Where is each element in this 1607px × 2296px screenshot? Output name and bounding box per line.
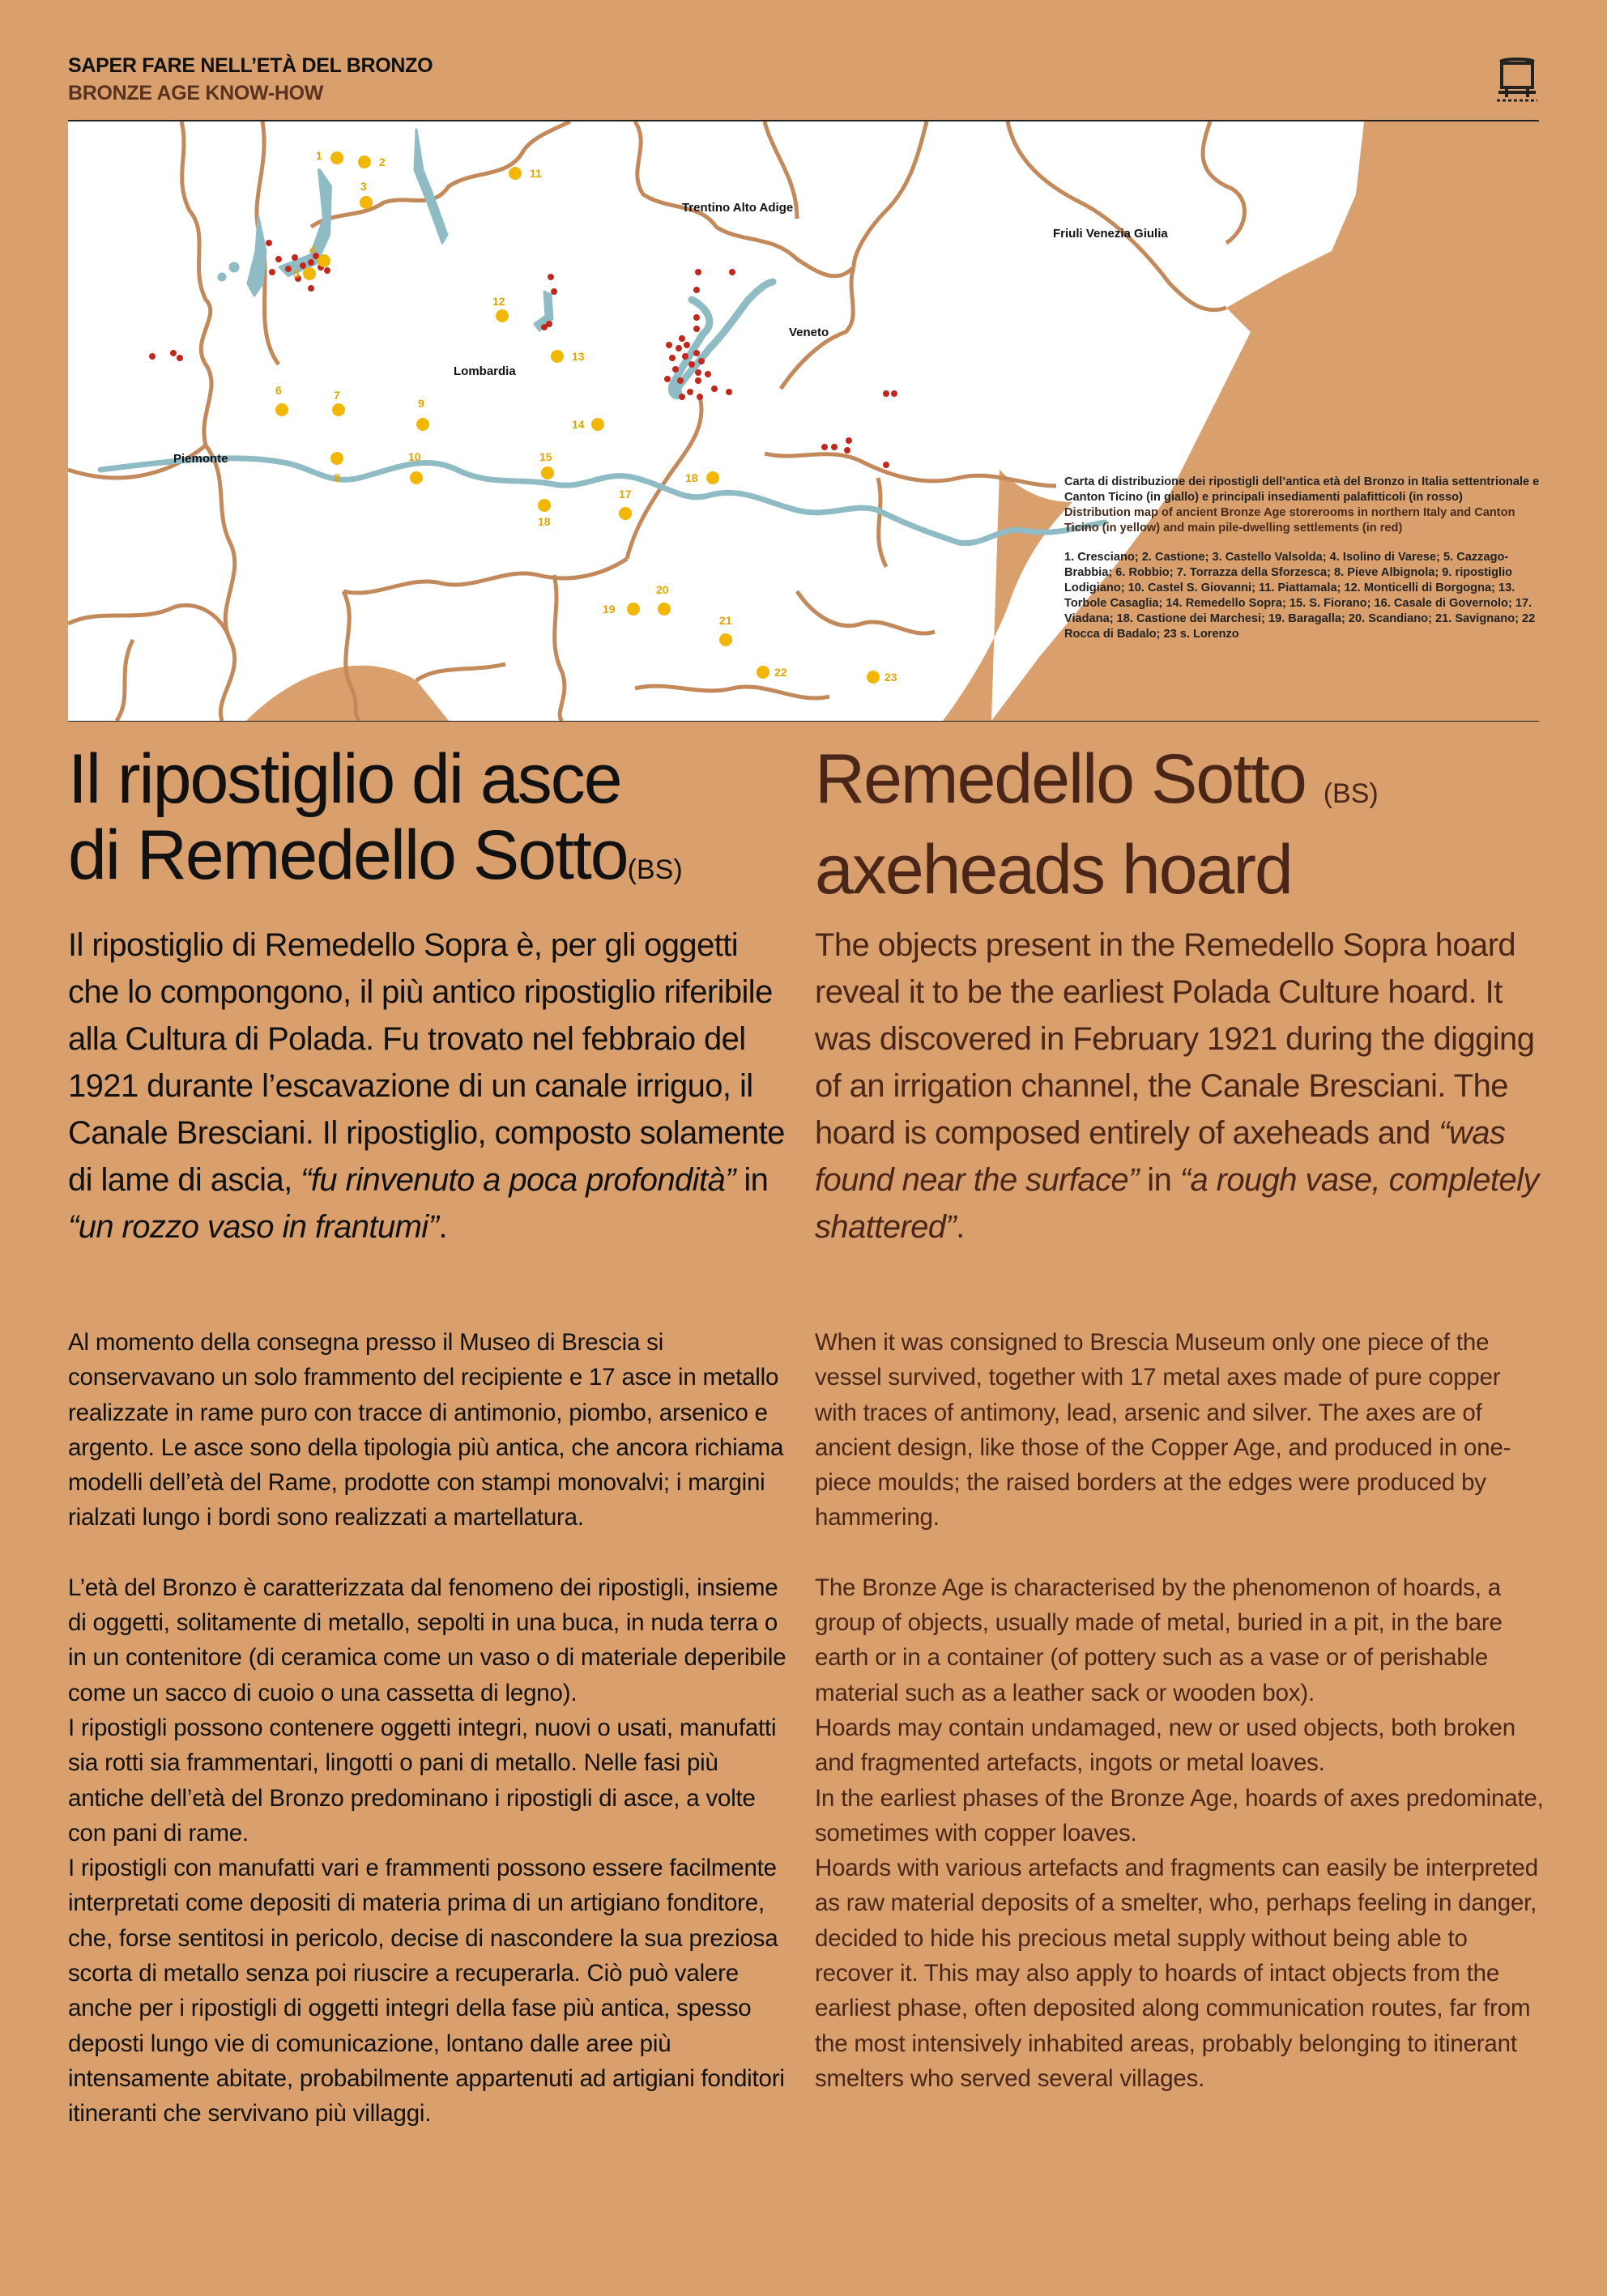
site-label-7: 7 <box>334 389 340 402</box>
header-title-en: BRONZE AGE KNOW-HOW <box>68 82 324 104</box>
title-en-line1: Remedello Sotto <box>815 740 1306 818</box>
site-label-22: 22 <box>774 666 787 679</box>
site-label-17: 17 <box>619 488 632 501</box>
map-legend <box>1064 475 1542 642</box>
site-label-3: 3 <box>360 180 367 193</box>
lead-en-text: The objects present in the Remedello Sopra hoard reveal it to be the earliest Polada Culture hoard. It was discovered in February 1921 during the digging of an irrigation channel, the Canale Bresciani. The hoard is composed entirely of axeheads and <box>815 927 1535 1151</box>
site-label-1: 1 <box>316 149 322 162</box>
lead-italian <box>68 922 797 1250</box>
map-region-friuli: Friuli Venezia Giulia <box>1053 227 1168 241</box>
title-en-line2: axeheads hoard <box>815 831 1292 909</box>
lead-en-end: . <box>956 1209 965 1245</box>
lead-english <box>815 922 1544 1250</box>
page-header <box>68 52 433 107</box>
body-en-para1: When it was consigned to Brescia Museum only one piece of the vessel survived, together with 17 metal axes made of pure copper with traces of antimony, lead, arsenic and silver. The axes are of ancient design, like those of the Copper Age, and produced in one-piece moulds; the raised borders at the edges were produced by hammering. <box>815 1329 1511 1531</box>
site-label-23: 23 <box>884 671 897 684</box>
body-english <box>815 1325 1544 2096</box>
site-label-11: 11 <box>530 167 542 180</box>
title-italian <box>68 741 797 908</box>
site-label-13: 13 <box>572 350 585 363</box>
lead-it-quote2: “un rozzo vaso in frantumi” <box>68 1209 439 1245</box>
body-italian <box>68 1325 797 2132</box>
site-label-12: 12 <box>492 295 505 308</box>
legend-caption-it: Carta di distribuzione dei ripostigli dell’antica età del Bronzo in Italia settentrionale e Canton Ticino (in giallo) e principali insediamenti palafitticoli (in rosso) <box>1064 475 1540 504</box>
map-region-piemonte: Piemonte <box>173 452 228 466</box>
site-label-5: 5 <box>293 267 300 280</box>
site-label-8: 8 <box>334 471 340 484</box>
lead-it-end: . <box>438 1209 447 1245</box>
site-label-15: 15 <box>539 450 552 463</box>
body-en-para2: The Bronze Age is characterised by the phenomenon of hoards, a group of objects, usually made of metal, buried in a pit, in the bare earth or in a container (of pottery such as a vase or of perishable material such as a leather sack or wooden box). Hoards may contain undamaged, new or used objects, both broken and fragmented artefacts, ingots or metal loaves. In the earliest phases of the Bronze Age, hoards of axes predominate, sometimes with copper loaves. Hoards with various artefacts and fragments can easily be interpreted as raw material deposits of a smelter, who, perhaps feeling in danger, decided to hide his precious metal supply without being able to recover it. This may also apply to hoards of intact objects from the earliest phase, often deposited along communication routes, far from the most intensively inhabited areas, probably belonging to itinerant smelters who served several villages. <box>815 1574 1544 2092</box>
lead-it-mid: in <box>735 1162 769 1198</box>
body-it-para1: Al momento della consegna presso il Museo di Brescia si conservavano un solo frammento del recipiente e 17 asce in metallo realizzate in rame puro con tracce di antimonio, piombo, arsenico e argento. Le asce sono della tipologia più antica, che ancora richiama modelli dell’età del Rame, prodotte con stampi monovalvi; i margini rialzati lungo i bordi sono realizzati a martellatura. <box>68 1329 784 1531</box>
map-region-lombardia: Lombardia <box>454 364 516 378</box>
header-title-it: SAPER FARE NELL’ETÀ DEL BRONZO <box>68 54 433 77</box>
site-label-14: 14 <box>572 418 585 431</box>
site-label-6: 6 <box>275 384 282 397</box>
legend-site-list: 1. Cresciano; 2. Castione; 3. Castello Valsolda; 4. Isolino di Varese; 5. Cazzago-Brabbia; 6. Robbio; 7. Torrazza della Sforzesca; 8. Pieve Albignola; 9. ripostiglio Lodigiano; 10. Castel S. Giovanni; 11. Piattamala; 12. Monticelli di Borgogna; 13. Torbole Casaglia; 14. Remedello Sopra; 15. S. Fiorano; 16. Casale di Governolo; 17. Viadana; 18. Castione dei Marchesi; 19. Baragalla; 20. Scandiano; 21. Savignano; 22 Rocca di Badalo; 23 s. Lorenzo <box>1064 551 1536 641</box>
title-english <box>815 741 1544 908</box>
site-label-10: 10 <box>408 450 421 463</box>
site-label-4: 4 <box>309 243 316 256</box>
legend-caption-en: Distribution map of ancient Bronze Age storerooms in northern Italy and Canton Ticino (in yellow) and main pile-dwelling settlements (in red) <box>1064 506 1515 535</box>
lead-en-mid: in <box>1138 1162 1180 1198</box>
title-en-tag: (BS) <box>1323 778 1379 809</box>
lead-en-quote2: “a rough vase, completely shattered” <box>815 1162 1539 1245</box>
hut-icon <box>1495 55 1539 102</box>
site-label-9: 9 <box>418 397 424 410</box>
site-label-18b: 18 <box>538 515 551 528</box>
site-label-2: 2 <box>379 155 386 168</box>
map-bottom-rule <box>68 721 1539 722</box>
title-it-line2: di Remedello Sotto <box>68 816 628 894</box>
site-label-18a: 18 <box>685 471 698 484</box>
map-region-veneto: Veneto <box>789 326 829 339</box>
title-it-tag: (BS) <box>627 854 683 885</box>
map-region-trentino: Trentino Alto Adige <box>682 201 794 215</box>
site-label-19: 19 <box>603 603 616 616</box>
lead-en-quote1: “was found near the surface” <box>815 1115 1506 1198</box>
site-label-21: 21 <box>719 614 732 627</box>
lead-it-quote1: “fu rinvenuto a poca profondità” <box>301 1162 735 1198</box>
title-it-line1: Il ripostiglio di asce <box>68 740 621 818</box>
lead-it-text: Il ripostiglio di Remedello Sopra è, per gli oggetti che lo compongono, il più antico ripostiglio riferibile alla Cultura di Polada. Fu trovato nel febbraio del 1921 durante l’escavazione di un canale irriguo, il Canale Bresciani. Il ripostiglio, composto solamente di lame di ascia, <box>68 927 785 1198</box>
site-label-20: 20 <box>656 583 669 596</box>
body-it-para2: L’età del Bronzo è caratterizzata dal fenomeno dei ripostigli, insieme di oggetti, solitamente di metallo, sepolti in una buca, in nuda terra o in un contenitore (di ceramica come un vaso o di materiale deperibile come un sacco di cuoio o una cassetta di legno). I ripostigli possono contenere oggetti integri, nuovi o usati, manufatti sia rotti sia frammentari, lingotti o pani di metallo. Nelle fasi più antiche dell’età del Bronzo predominano i ripostigli di asce, a volte con pani di rame. I ripostigli con manufatti vari e frammenti possono essere facilmente interpretati come depositi di materia prima di un artigiano fonditore, che, forse sentitosi in pericolo, decise di nascondere la sua preziosa scorta di metallo senza poi riuscire a recuperarla. Ciò può valere anche per i ripostigli di oggetti integri della fase più antica, spesso deposti lungo vie di comunicazione, lontano dalle aree più intensamente abitate, probabilmente appartenuti ad artigiani fonditori itineranti che servivano più villaggi. <box>68 1574 786 2128</box>
